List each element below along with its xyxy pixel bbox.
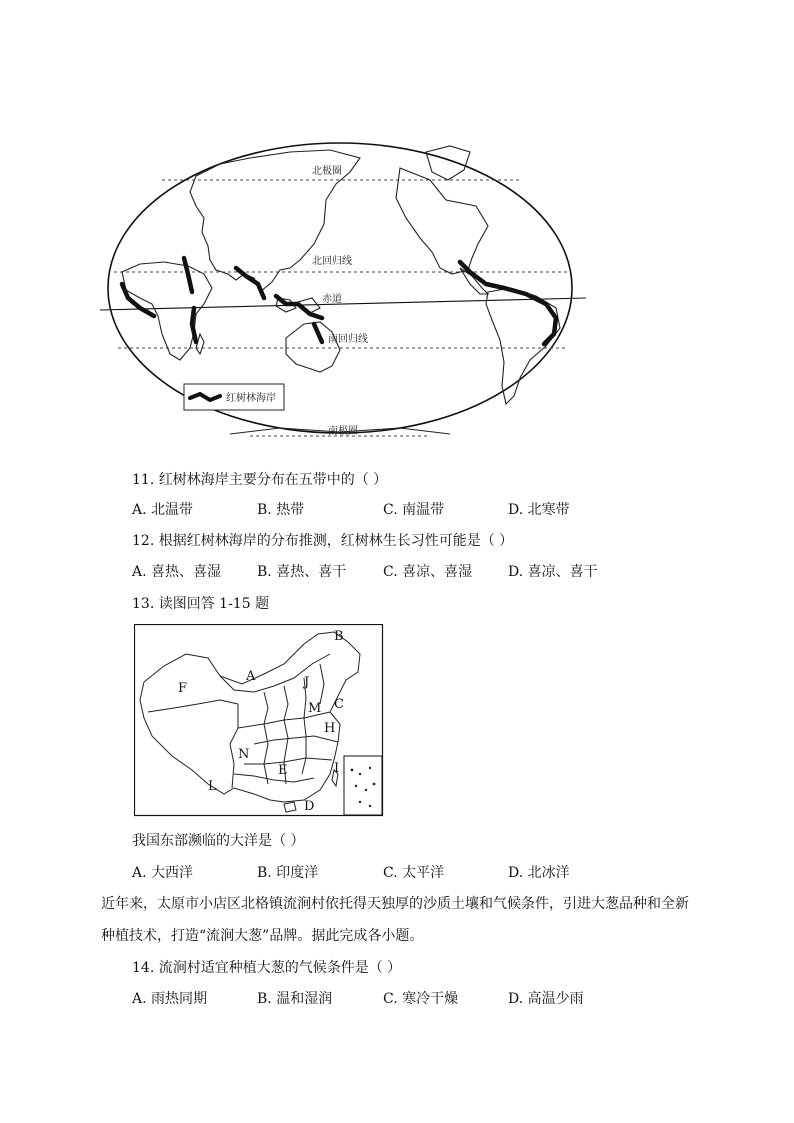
q12-option-d[interactable]: D. 喜凉、喜干 xyxy=(508,564,598,580)
q14-text: 14. 流涧村适宜种植大葱的气候条件是（ ） xyxy=(132,960,402,976)
q11-option-c[interactable]: C. 南温带 xyxy=(383,502,445,518)
q13-option-b[interactable]: B. 印度洋 xyxy=(257,865,319,881)
q14-option-d[interactable]: D. 高温少雨 xyxy=(508,991,584,1007)
q14-option-a[interactable]: A. 雨热同期 xyxy=(132,991,208,1007)
passage-line-2: 种植技术，打造“流涧大葱”品牌。据此完成各小题。 xyxy=(101,928,424,944)
map-label-j: J xyxy=(304,675,310,690)
q14-option-b[interactable]: B. 温和湿润 xyxy=(257,991,333,1007)
q13-subquestion: 我国东部濒临的大洋是（ ） xyxy=(132,833,305,849)
map-label-l: L xyxy=(208,779,217,794)
map-label-n: N xyxy=(238,747,250,762)
label-equator: 赤道 xyxy=(322,294,342,305)
map-label-a: A xyxy=(246,669,256,684)
passage-line-1: 近年来，太原市小店区北格镇流涧村依托得天独厚的沙质土壤和气候条件，引进大葱品种和全新 xyxy=(101,896,689,912)
q13-option-c[interactable]: C. 太平洋 xyxy=(383,865,445,881)
china-map xyxy=(134,624,384,817)
q12-text: 12. 根据红树林海岸的分布推测，红树林生长习性可能是（ ） xyxy=(132,533,514,549)
q13-option-a[interactable]: A. 大西洋 xyxy=(132,865,194,881)
q14-option-c[interactable]: C. 寒冷干燥 xyxy=(383,991,459,1007)
map-label-m: M xyxy=(308,701,322,716)
q11-text: 11. 红树林海岸主要分布在五带中的（ ） xyxy=(132,472,388,488)
label-tropic-capricorn: 南回归线 xyxy=(328,334,368,345)
world-mangrove-map xyxy=(100,128,600,448)
q11-option-b[interactable]: B. 热带 xyxy=(257,502,305,518)
map-label-d: D xyxy=(304,799,315,814)
label-tropic-cancer: 北回归线 xyxy=(312,256,352,267)
legend-label: 红树林海岸 xyxy=(226,393,276,404)
label-antarctic-circle: 南极圈 xyxy=(328,426,358,437)
q13-text: 13. 读图回答 1-15 题 xyxy=(132,596,270,612)
q11-option-d[interactable]: D. 北寒带 xyxy=(508,502,570,518)
map-label-c: C xyxy=(334,697,344,712)
q12-option-c[interactable]: C. 喜凉、喜湿 xyxy=(383,564,473,580)
q12-option-a[interactable]: A. 喜热、喜湿 xyxy=(132,564,222,580)
equator-line xyxy=(100,298,586,310)
map-label-f: F xyxy=(178,681,188,696)
map-label-e: E xyxy=(278,763,288,778)
map-label-h: H xyxy=(324,721,336,736)
map-label-b: B xyxy=(334,629,344,644)
q13-option-d[interactable]: D. 北冰洋 xyxy=(508,865,570,881)
label-arctic-circle: 北极圈 xyxy=(312,166,342,177)
q11-option-a[interactable]: A. 北温带 xyxy=(132,502,194,518)
south-china-sea-inset xyxy=(344,756,382,815)
q12-option-b[interactable]: B. 喜热、喜干 xyxy=(257,564,347,580)
map-label-i: I xyxy=(334,761,340,776)
